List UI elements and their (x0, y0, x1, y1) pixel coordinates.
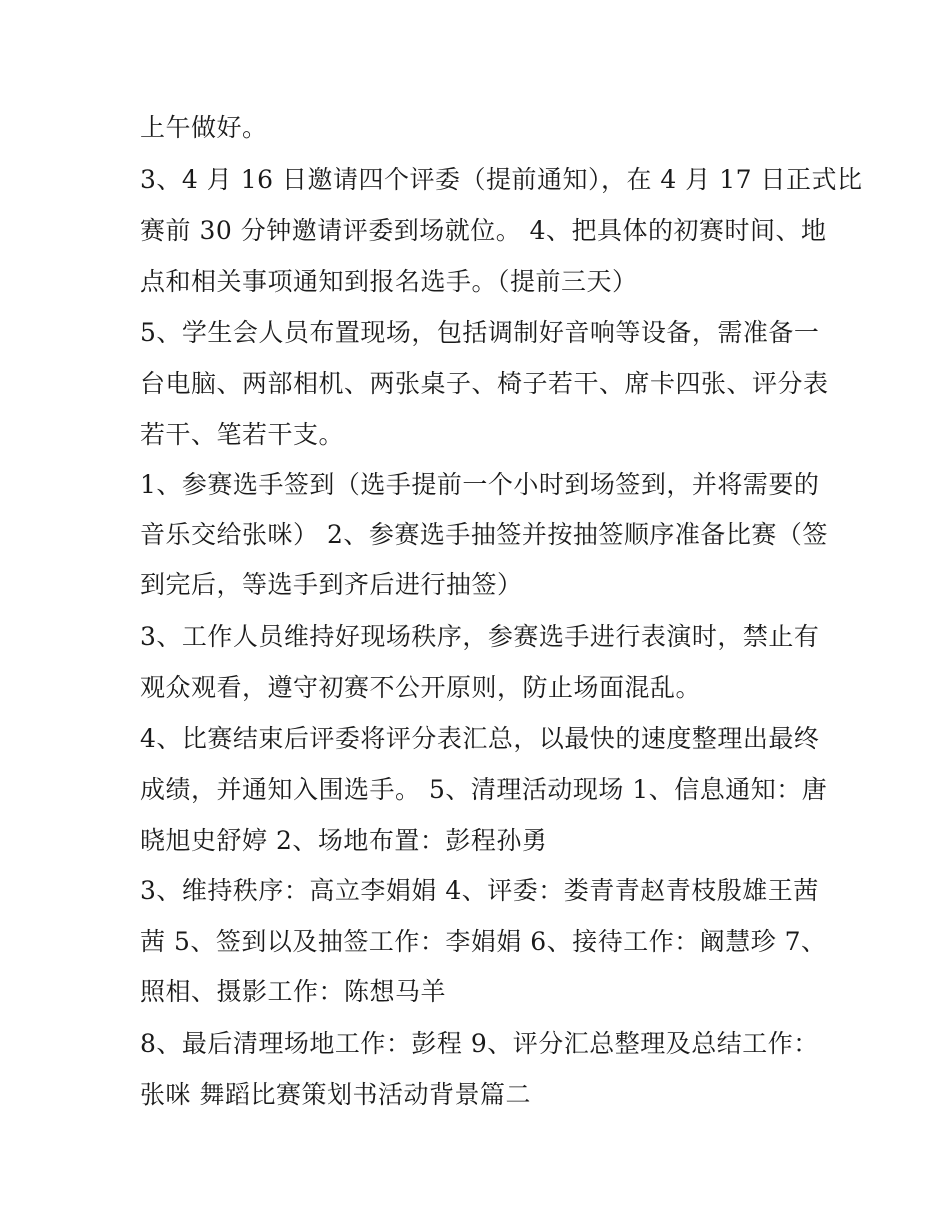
text-line: 观众观看，遵守初赛不公开原则，防止场面混乱。 (140, 673, 702, 702)
text-line: 4、比赛结束后评委将评分表汇总，以最快的速度整理出最终 (140, 724, 820, 753)
text-line: 1、参赛选手签到（选手提前一个小时到场签到，并将需要的 (140, 470, 820, 499)
text-line: 张咪 舞蹈比赛策划书活动背景篇二 (140, 1080, 531, 1109)
text-line: 茜 5、签到以及抽签工作：李娟娟 6、接待工作：阚慧珍 7、 (140, 927, 827, 956)
text-line: 3、工作人员维持好现场秩序，参赛选手进行表演时，禁止有 (140, 622, 820, 651)
text-line: 5、学生会人员布置现场，包括调制好音响等设备，需准备一 (140, 318, 820, 347)
text-line: 若干、笔若干支。 (140, 420, 345, 449)
text-line: 赛前 30 分钟邀请评委到场就位。 4、把具体的初赛时间、地 (140, 216, 827, 245)
text-line: 台电脑、两部相机、两张桌子、椅子若干、席卡四张、评分表 (140, 369, 829, 398)
text-line: 音乐交给张咪） 2、参赛选手抽签并按抽签顺序准备比赛（签 (140, 520, 828, 549)
text-line: 上午做好。 (140, 113, 268, 142)
text-line: 晓旭史舒婷 2、场地布置：彭程孙勇 (140, 826, 548, 855)
text-line: 成绩，并通知入围选手。 5、清理活动现场 1、信息通知：唐 (140, 775, 828, 804)
text-line: 到完后，等选手到齐后进行抽签） (140, 570, 523, 599)
text-line: 3、4 月 16 日邀请四个评委（提前通知），在 4 月 17 日正式比 (140, 165, 863, 194)
text-line: 3、维持秩序：高立李娟娟 4、评委：娄青青赵青枝殷雄王茜 (140, 876, 819, 905)
text-line: 照相、摄影工作：陈想马羊 (140, 977, 447, 1006)
text-line: 点和相关事项通知到报名选手。（提前三天） (140, 267, 638, 296)
text-line: 8、最后清理场地工作：彭程 9、评分汇总整理及总结工作： (140, 1029, 819, 1058)
